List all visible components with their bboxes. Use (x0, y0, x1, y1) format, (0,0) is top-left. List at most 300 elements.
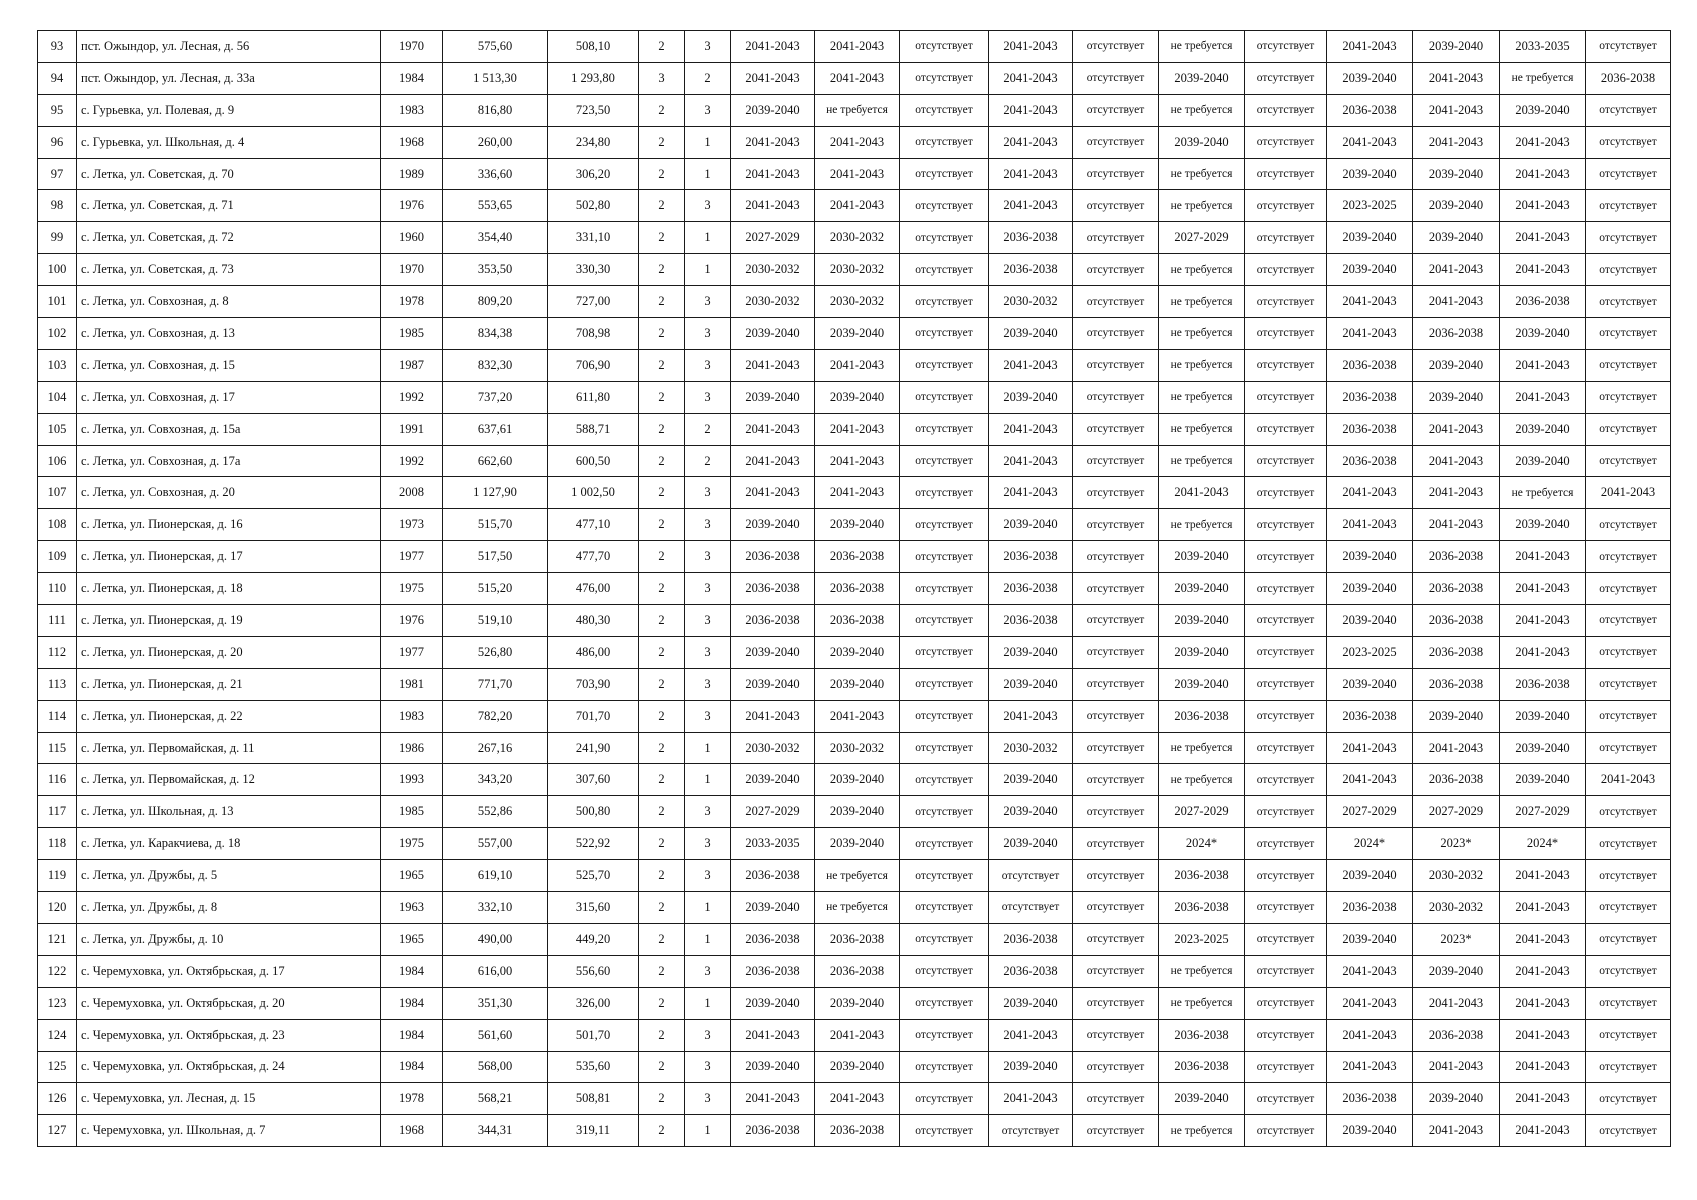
term-cell-11: отсутствует (1586, 318, 1671, 350)
term-cell-3: отсутствует (900, 445, 989, 477)
floors-cell: 2 (639, 190, 685, 222)
floors-cell: 2 (639, 477, 685, 509)
year-cell: 1991 (381, 413, 443, 445)
term-cell-3: отсутствует (900, 541, 989, 573)
total-area-cell: 526,80 (443, 636, 548, 668)
term-cell-10: 2041-2043 (1500, 955, 1586, 987)
year-cell: 1977 (381, 636, 443, 668)
term-cell-8: 2041-2043 (1327, 764, 1413, 796)
term-cell-2: 2039-2040 (815, 828, 900, 860)
entrances-cell: 3 (685, 860, 731, 892)
term-cell-9: 2036-2038 (1413, 764, 1500, 796)
term-cell-10: 2039-2040 (1500, 732, 1586, 764)
term-cell-6: 2039-2040 (1159, 605, 1245, 637)
term-cell-1: 2039-2040 (731, 764, 815, 796)
term-cell-2: 2030-2032 (815, 286, 900, 318)
term-cell-1: 2041-2043 (731, 445, 815, 477)
floors-cell: 2 (639, 286, 685, 318)
term-cell-6: не требуется (1159, 987, 1245, 1019)
year-cell: 1983 (381, 94, 443, 126)
year-cell: 1965 (381, 923, 443, 955)
term-cell-7: отсутствует (1245, 413, 1327, 445)
term-cell-4: 2039-2040 (989, 318, 1073, 350)
table-row (38, 541, 1671, 573)
total-area-cell: 490,00 (443, 923, 548, 955)
address-cell: с. Летка, ул. Совхозная, д. 20 (77, 477, 381, 509)
term-cell-3: отсутствует (900, 860, 989, 892)
term-cell-9: 2039-2040 (1413, 381, 1500, 413)
floors-cell: 2 (639, 923, 685, 955)
row-number-cell: 93 (38, 31, 77, 63)
living-area-cell: 477,10 (548, 509, 639, 541)
term-cell-8: 2024* (1327, 828, 1413, 860)
living-area-cell: 727,00 (548, 286, 639, 318)
table-row (38, 62, 1671, 94)
repair-schedule-table (37, 30, 1671, 1147)
term-cell-10: 2041-2043 (1500, 1019, 1586, 1051)
term-cell-11: отсутствует (1586, 1083, 1671, 1115)
year-cell: 1984 (381, 987, 443, 1019)
term-cell-11: отсутствует (1586, 190, 1671, 222)
row-number-cell: 103 (38, 349, 77, 381)
year-cell: 1993 (381, 764, 443, 796)
term-cell-9: 2039-2040 (1413, 222, 1500, 254)
address-cell: с. Летка, ул. Дружбы, д. 10 (77, 923, 381, 955)
term-cell-2: 2041-2043 (815, 1083, 900, 1115)
term-cell-6: 2039-2040 (1159, 541, 1245, 573)
address-cell: с. Черемуховка, ул. Октябрьская, д. 20 (77, 987, 381, 1019)
total-area-cell: 336,60 (443, 158, 548, 190)
term-cell-2: 2041-2043 (815, 190, 900, 222)
term-cell-11: отсутствует (1586, 860, 1671, 892)
table-row (38, 923, 1671, 955)
address-cell: с. Черемуховка, ул. Лесная, д. 15 (77, 1083, 381, 1115)
living-area-cell: 525,70 (548, 860, 639, 892)
living-area-cell: 477,70 (548, 541, 639, 573)
term-cell-4: 2041-2043 (989, 190, 1073, 222)
term-cell-5: отсутствует (1073, 349, 1159, 381)
year-cell: 1992 (381, 381, 443, 413)
term-cell-11: отсутствует (1586, 254, 1671, 286)
term-cell-1: 2041-2043 (731, 31, 815, 63)
term-cell-5: отсутствует (1073, 668, 1159, 700)
floors-cell: 2 (639, 764, 685, 796)
row-number-cell: 109 (38, 541, 77, 573)
term-cell-9: 2023* (1413, 923, 1500, 955)
term-cell-7: отсутствует (1245, 860, 1327, 892)
term-cell-1: 2039-2040 (731, 381, 815, 413)
year-cell: 1973 (381, 509, 443, 541)
term-cell-3: отсутствует (900, 764, 989, 796)
term-cell-1: 2039-2040 (731, 318, 815, 350)
term-cell-9: 2039-2040 (1413, 1083, 1500, 1115)
term-cell-11: отсутствует (1586, 349, 1671, 381)
term-cell-7: отсутствует (1245, 349, 1327, 381)
term-cell-3: отсутствует (900, 605, 989, 637)
table-row (38, 413, 1671, 445)
term-cell-8: 2041-2043 (1327, 1019, 1413, 1051)
term-cell-6: 2039-2040 (1159, 636, 1245, 668)
term-cell-1: 2039-2040 (731, 892, 815, 924)
term-cell-1: 2030-2032 (731, 732, 815, 764)
table-row (38, 764, 1671, 796)
address-cell: с. Летка, ул. Совхозная, д. 17 (77, 381, 381, 413)
table-row (38, 94, 1671, 126)
term-cell-2: 2041-2043 (815, 349, 900, 381)
term-cell-5: отсутствует (1073, 158, 1159, 190)
term-cell-6: 2036-2038 (1159, 1019, 1245, 1051)
term-cell-9: 2039-2040 (1413, 955, 1500, 987)
living-area-cell: 611,80 (548, 381, 639, 413)
term-cell-2: 2039-2040 (815, 764, 900, 796)
address-cell: с. Летка, ул. Совхозная, д. 17а (77, 445, 381, 477)
term-cell-11: отсутствует (1586, 31, 1671, 63)
term-cell-9: 2041-2043 (1413, 254, 1500, 286)
term-cell-6: не требуется (1159, 509, 1245, 541)
row-number-cell: 105 (38, 413, 77, 445)
term-cell-10: 2041-2043 (1500, 573, 1586, 605)
term-cell-11: отсутствует (1586, 1051, 1671, 1083)
term-cell-8: 2036-2038 (1327, 892, 1413, 924)
living-area-cell: 501,70 (548, 1019, 639, 1051)
living-area-cell: 522,92 (548, 828, 639, 860)
term-cell-10: 2041-2043 (1500, 605, 1586, 637)
term-cell-3: отсутствует (900, 987, 989, 1019)
term-cell-6: не требуется (1159, 764, 1245, 796)
term-cell-11: 2041-2043 (1586, 764, 1671, 796)
term-cell-8: 2039-2040 (1327, 222, 1413, 254)
term-cell-6: 2039-2040 (1159, 573, 1245, 605)
term-cell-6: 2039-2040 (1159, 62, 1245, 94)
term-cell-4: 2041-2043 (989, 62, 1073, 94)
term-cell-8: 2036-2038 (1327, 381, 1413, 413)
year-cell: 1985 (381, 318, 443, 350)
term-cell-10: 2041-2043 (1500, 1051, 1586, 1083)
year-cell: 1983 (381, 700, 443, 732)
entrances-cell: 1 (685, 923, 731, 955)
year-cell: 1986 (381, 732, 443, 764)
year-cell: 1987 (381, 349, 443, 381)
term-cell-3: отсутствует (900, 349, 989, 381)
term-cell-8: 2023-2025 (1327, 190, 1413, 222)
term-cell-11: отсутствует (1586, 892, 1671, 924)
term-cell-8: 2039-2040 (1327, 860, 1413, 892)
term-cell-11: отсутствует (1586, 732, 1671, 764)
term-cell-3: отсутствует (900, 1019, 989, 1051)
term-cell-7: отсутствует (1245, 923, 1327, 955)
entrances-cell: 2 (685, 413, 731, 445)
address-cell: с. Черемуховка, ул. Школьная, д. 7 (77, 1115, 381, 1147)
term-cell-2: не требуется (815, 860, 900, 892)
term-cell-5: отсутствует (1073, 126, 1159, 158)
table-row (38, 286, 1671, 318)
term-cell-3: отсутствует (900, 126, 989, 158)
term-cell-4: 2039-2040 (989, 987, 1073, 1019)
total-area-cell: 637,61 (443, 413, 548, 445)
year-cell: 1978 (381, 1083, 443, 1115)
term-cell-7: отсутствует (1245, 381, 1327, 413)
row-number-cell: 97 (38, 158, 77, 190)
address-cell: с. Летка, ул. Советская, д. 70 (77, 158, 381, 190)
term-cell-5: отсутствует (1073, 892, 1159, 924)
floors-cell: 2 (639, 31, 685, 63)
address-cell: с. Летка, ул. Первомайская, д. 11 (77, 732, 381, 764)
table-row (38, 1083, 1671, 1115)
term-cell-2: 2041-2043 (815, 413, 900, 445)
address-cell: с. Летка, ул. Совхозная, д. 13 (77, 318, 381, 350)
term-cell-10: 2041-2043 (1500, 892, 1586, 924)
term-cell-5: отсутствует (1073, 700, 1159, 732)
total-area-cell: 737,20 (443, 381, 548, 413)
term-cell-4: 2041-2043 (989, 158, 1073, 190)
address-cell: с. Летка, ул. Советская, д. 71 (77, 190, 381, 222)
floors-cell: 2 (639, 892, 685, 924)
row-number-cell: 116 (38, 764, 77, 796)
term-cell-4: отсутствует (989, 1115, 1073, 1147)
term-cell-5: отсутствует (1073, 828, 1159, 860)
address-cell: с. Летка, ул. Совхозная, д. 8 (77, 286, 381, 318)
floors-cell: 2 (639, 381, 685, 413)
term-cell-7: отсутствует (1245, 987, 1327, 1019)
entrances-cell: 3 (685, 94, 731, 126)
term-cell-4: отсутствует (989, 892, 1073, 924)
row-number-cell: 120 (38, 892, 77, 924)
term-cell-6: не требуется (1159, 254, 1245, 286)
term-cell-9: 2041-2043 (1413, 126, 1500, 158)
floors-cell: 2 (639, 955, 685, 987)
term-cell-3: отсутствует (900, 158, 989, 190)
living-area-cell: 476,00 (548, 573, 639, 605)
year-cell: 1970 (381, 254, 443, 286)
term-cell-8: 2039-2040 (1327, 605, 1413, 637)
term-cell-1: 2039-2040 (731, 668, 815, 700)
term-cell-6: 2023-2025 (1159, 923, 1245, 955)
address-cell: пст. Ожындор, ул. Лесная, д. 56 (77, 31, 381, 63)
year-cell: 2008 (381, 477, 443, 509)
term-cell-10: 2041-2043 (1500, 923, 1586, 955)
table-row (38, 668, 1671, 700)
term-cell-9: 2030-2032 (1413, 892, 1500, 924)
term-cell-1: 2033-2035 (731, 828, 815, 860)
term-cell-8: 2039-2040 (1327, 923, 1413, 955)
total-area-cell: 1 127,90 (443, 477, 548, 509)
term-cell-5: отсутствует (1073, 955, 1159, 987)
term-cell-5: отсутствует (1073, 1019, 1159, 1051)
term-cell-8: 2041-2043 (1327, 126, 1413, 158)
term-cell-11: отсутствует (1586, 126, 1671, 158)
term-cell-11: отсутствует (1586, 605, 1671, 637)
living-area-cell: 315,60 (548, 892, 639, 924)
term-cell-4: 2041-2043 (989, 94, 1073, 126)
term-cell-10: 2041-2043 (1500, 222, 1586, 254)
total-area-cell: 771,70 (443, 668, 548, 700)
term-cell-7: отсутствует (1245, 222, 1327, 254)
total-area-cell: 561,60 (443, 1019, 548, 1051)
term-cell-6: 2036-2038 (1159, 892, 1245, 924)
term-cell-8: 2039-2040 (1327, 62, 1413, 94)
term-cell-4: 2039-2040 (989, 509, 1073, 541)
term-cell-2: 2039-2040 (815, 668, 900, 700)
term-cell-10: 2041-2043 (1500, 158, 1586, 190)
entrances-cell: 3 (685, 318, 731, 350)
term-cell-5: отсутствует (1073, 94, 1159, 126)
term-cell-1: 2027-2029 (731, 796, 815, 828)
row-number-cell: 117 (38, 796, 77, 828)
term-cell-11: отсутствует (1586, 955, 1671, 987)
term-cell-6: не требуется (1159, 413, 1245, 445)
floors-cell: 2 (639, 573, 685, 605)
term-cell-5: отсутствует (1073, 62, 1159, 94)
total-area-cell: 816,80 (443, 94, 548, 126)
term-cell-8: 2041-2043 (1327, 732, 1413, 764)
term-cell-9: 2041-2043 (1413, 413, 1500, 445)
floors-cell: 2 (639, 732, 685, 764)
term-cell-1: 2041-2043 (731, 700, 815, 732)
term-cell-9: 2041-2043 (1413, 94, 1500, 126)
entrances-cell: 1 (685, 892, 731, 924)
term-cell-4: 2036-2038 (989, 254, 1073, 286)
term-cell-7: отсутствует (1245, 892, 1327, 924)
term-cell-10: 2039-2040 (1500, 700, 1586, 732)
term-cell-6: не требуется (1159, 31, 1245, 63)
term-cell-2: 2041-2043 (815, 1019, 900, 1051)
term-cell-1: 2036-2038 (731, 955, 815, 987)
term-cell-11: отсутствует (1586, 94, 1671, 126)
term-cell-4: 2039-2040 (989, 636, 1073, 668)
term-cell-6: не требуется (1159, 158, 1245, 190)
total-area-cell: 619,10 (443, 860, 548, 892)
year-cell: 1970 (381, 31, 443, 63)
term-cell-11: отсутствует (1586, 445, 1671, 477)
term-cell-3: отсутствует (900, 573, 989, 605)
floors-cell: 2 (639, 987, 685, 1019)
term-cell-11: 2036-2038 (1586, 62, 1671, 94)
term-cell-4: 2039-2040 (989, 381, 1073, 413)
term-cell-6: не требуется (1159, 955, 1245, 987)
table-row (38, 828, 1671, 860)
term-cell-2: 2036-2038 (815, 573, 900, 605)
row-number-cell: 108 (38, 509, 77, 541)
term-cell-2: 2041-2043 (815, 62, 900, 94)
term-cell-10: 2041-2043 (1500, 126, 1586, 158)
living-area-cell: 449,20 (548, 923, 639, 955)
row-number-cell: 110 (38, 573, 77, 605)
living-area-cell: 307,60 (548, 764, 639, 796)
term-cell-1: 2041-2043 (731, 126, 815, 158)
floors-cell: 2 (639, 796, 685, 828)
living-area-cell: 708,98 (548, 318, 639, 350)
entrances-cell: 3 (685, 541, 731, 573)
term-cell-7: отсутствует (1245, 286, 1327, 318)
term-cell-10: 2039-2040 (1500, 413, 1586, 445)
floors-cell: 2 (639, 126, 685, 158)
term-cell-5: отсутствует (1073, 1051, 1159, 1083)
term-cell-1: 2041-2043 (731, 413, 815, 445)
term-cell-8: 2041-2043 (1327, 987, 1413, 1019)
term-cell-3: отсутствует (900, 636, 989, 668)
year-cell: 1968 (381, 126, 443, 158)
term-cell-10: 2041-2043 (1500, 381, 1586, 413)
table-row (38, 860, 1671, 892)
term-cell-10: не требуется (1500, 477, 1586, 509)
table-row (38, 318, 1671, 350)
term-cell-9: 2036-2038 (1413, 318, 1500, 350)
term-cell-2: 2041-2043 (815, 445, 900, 477)
living-area-cell: 701,70 (548, 700, 639, 732)
term-cell-4: 2036-2038 (989, 573, 1073, 605)
entrances-cell: 3 (685, 381, 731, 413)
row-number-cell: 101 (38, 286, 77, 318)
term-cell-9: 2039-2040 (1413, 700, 1500, 732)
table-row (38, 636, 1671, 668)
term-cell-9: 2041-2043 (1413, 445, 1500, 477)
term-cell-7: отсутствует (1245, 158, 1327, 190)
term-cell-11: отсутствует (1586, 381, 1671, 413)
floors-cell: 2 (639, 349, 685, 381)
term-cell-2: 2039-2040 (815, 987, 900, 1019)
term-cell-5: отсутствует (1073, 445, 1159, 477)
year-cell: 1985 (381, 796, 443, 828)
term-cell-11: отсутствует (1586, 286, 1671, 318)
term-cell-3: отсутствует (900, 62, 989, 94)
entrances-cell: 1 (685, 732, 731, 764)
term-cell-9: 2041-2043 (1413, 286, 1500, 318)
term-cell-3: отсутствует (900, 828, 989, 860)
term-cell-9: 2041-2043 (1413, 1115, 1500, 1147)
term-cell-11: отсутствует (1586, 923, 1671, 955)
term-cell-7: отсутствует (1245, 955, 1327, 987)
address-cell: с. Летка, ул. Дружбы, д. 8 (77, 892, 381, 924)
total-area-cell: 616,00 (443, 955, 548, 987)
address-cell: пст. Ожындор, ул. Лесная, д. 33а (77, 62, 381, 94)
term-cell-1: 2036-2038 (731, 860, 815, 892)
row-number-cell: 112 (38, 636, 77, 668)
entrances-cell: 1 (685, 158, 731, 190)
term-cell-10: 2041-2043 (1500, 987, 1586, 1019)
row-number-cell: 121 (38, 923, 77, 955)
term-cell-7: отсутствует (1245, 477, 1327, 509)
term-cell-1: 2027-2029 (731, 222, 815, 254)
term-cell-7: отсутствует (1245, 541, 1327, 573)
total-area-cell: 834,38 (443, 318, 548, 350)
entrances-cell: 3 (685, 31, 731, 63)
term-cell-3: отсутствует (900, 732, 989, 764)
term-cell-7: отсутствует (1245, 700, 1327, 732)
term-cell-9: 2036-2038 (1413, 573, 1500, 605)
term-cell-8: 2041-2043 (1327, 477, 1413, 509)
term-cell-7: отсутствует (1245, 796, 1327, 828)
table-row (38, 445, 1671, 477)
living-area-cell: 234,80 (548, 126, 639, 158)
term-cell-8: 2041-2043 (1327, 955, 1413, 987)
term-cell-3: отсутствует (900, 477, 989, 509)
term-cell-7: отсутствует (1245, 254, 1327, 286)
term-cell-7: отсутствует (1245, 668, 1327, 700)
floors-cell: 2 (639, 318, 685, 350)
term-cell-2: не требуется (815, 892, 900, 924)
address-cell: с. Летка, ул. Пионерская, д. 16 (77, 509, 381, 541)
table-row (38, 1051, 1671, 1083)
term-cell-5: отсутствует (1073, 764, 1159, 796)
row-number-cell: 125 (38, 1051, 77, 1083)
table-row (38, 222, 1671, 254)
living-area-cell: 319,11 (548, 1115, 639, 1147)
term-cell-3: отсутствует (900, 700, 989, 732)
total-area-cell: 260,00 (443, 126, 548, 158)
term-cell-10: 2027-2029 (1500, 796, 1586, 828)
term-cell-8: 2023-2025 (1327, 636, 1413, 668)
term-cell-1: 2039-2040 (731, 636, 815, 668)
